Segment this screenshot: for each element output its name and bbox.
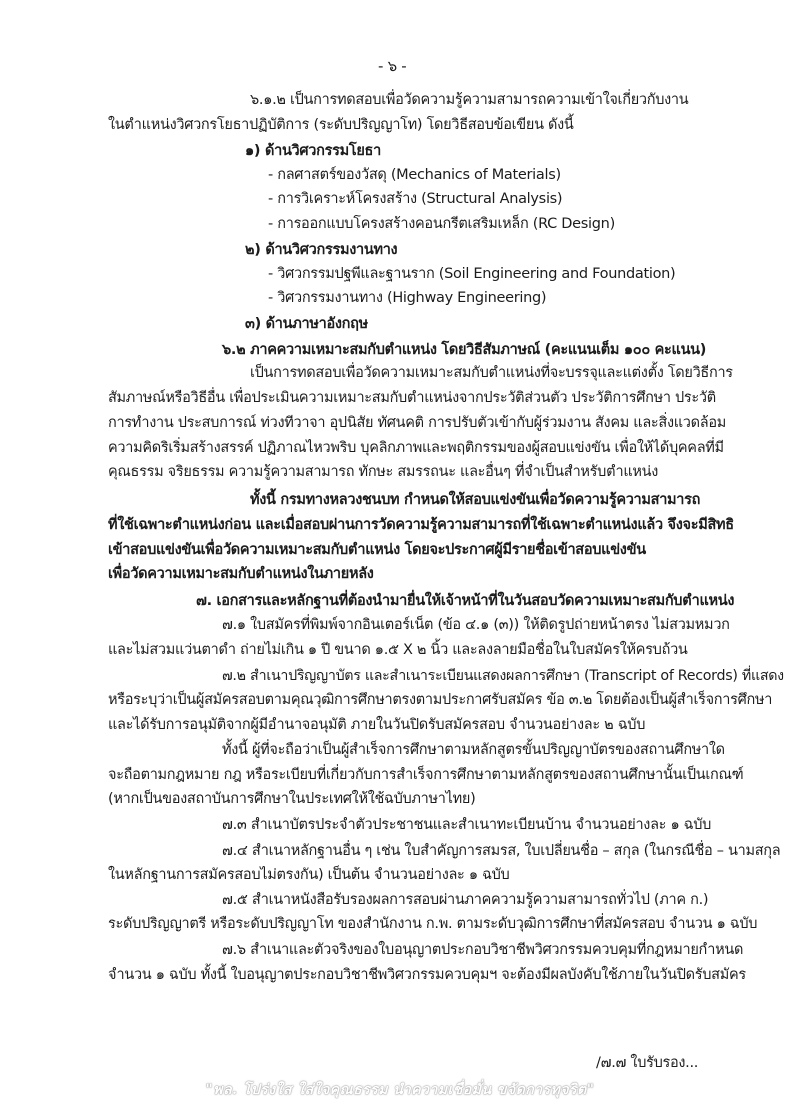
text-line: ในตำแหน่งวิศวกรโยธาปฏิบัติการ (ระดับปริญญาโท) โดยวิธีสอบข้อเขียน ดังนี้ <box>108 117 574 133</box>
text-line: - การวิเคราะห์โครงสร้าง (Structural Analysis) <box>268 191 563 207</box>
text-line: และได้รับการอนุมัติจากผู้มีอำนาจอนุมัติ ภายในวันปิดรับสมัครสอบ จำนวนอย่างละ ๒ ฉบับ <box>108 717 646 733</box>
text-line: - วิศวกรรมงานทาง (Highway Engineering) <box>268 290 547 306</box>
text-line: ความคิดริเริ่มสร้างสรรค์ ปฏิภาณไหวพริบ บุคลิกภาพและพฤติกรรมของผู้สอบแข่งขัน เพื่อให้ได้บุคคลที่มี <box>108 440 724 456</box>
text-line: ๗.๒ สำเนาปริญญาบัตร และสำเนาระเบียนแสดงผลการศึกษา (Transcript of Records) ที่แสดง <box>222 668 784 684</box>
heading-line: เข้าสอบแข่งขันเพื่อวัดความเหมาะสมกับตำแหน่ง โดยจะประกาศผู้มีรายชื่อเข้าสอบแข่งขัน <box>108 542 646 558</box>
text-line: - การออกแบบโครงสร้างคอนกรีตเสริมเหล็ก (RC Design) <box>268 216 615 232</box>
text-line: ๖.๑.๒ เป็นการทดสอบเพื่อวัดความรู้ความสามารถความเข้าใจเกี่ยวกับงาน <box>250 92 689 108</box>
text-line: จะถือตามกฎหมาย กฎ หรือระเบียบที่เกี่ยวกับการสำเร็จการศึกษาตามหลักสูตรของสถานศึกษานั้นเป็นเกณฑ์ <box>108 767 744 783</box>
text-line: ๗.๓ สำเนาบัตรประจำตัวประชาชนและสำเนาทะเบียนบ้าน จำนวนอย่างละ ๑ ฉบับ <box>222 817 712 833</box>
heading-line: ที่ใช้เฉพาะตำแหน่งก่อน และเมื่อสอบผ่านการวัดความรู้ความสามารถที่ใช้เฉพาะตำแหน่งแล้ว จึงจะมีสิทธิ <box>108 517 734 533</box>
continuation-note: /๗.๗ ใบรับรอง... <box>596 1055 699 1071</box>
text-line: และไม่สวมแว่นตาดำ ถ่ายไม่เกิน ๑ ปี ขนาด ๑.๕ X ๒ นิ้ว และลงลายมือชื่อในใบสมัครให้ครบถ้วน <box>108 642 688 658</box>
footer-slogan-watermark: "พล. โปร่งใส ใส่ใจคุณธรรม นำความเชื่อมั่น ขจัดการทุจริต" <box>205 1082 595 1098</box>
heading-line: ๑) ด้านวิศวกรรมโยธา <box>245 143 381 159</box>
heading-line: ทั้งนี้ กรมทางหลวงชนบท กำหนดให้สอบแข่งขันเพื่อวัดความรู้ความสามารถ <box>250 492 701 508</box>
text-line: ๗.๑ ใบสมัครที่พิมพ์จากอินเตอร์เน็ต (ข้อ ๔.๑ (๓)) ให้ติดรูปถ่ายหน้าตรง ไม่สวมหมวก <box>222 617 730 633</box>
text-line: ๗.๔ สำเนาหลักฐานอื่น ๆ เช่น ใบสำคัญการสมรส, ใบเปลี่ยนชื่อ – สกุล (ในกรณีชื่อ – นามสกุล <box>222 843 781 859</box>
text-line: - กลศาสตร์ของวัสดุ (Mechanics of Materials) <box>268 167 561 183</box>
heading-line: ๒) ด้านวิศวกรรมงานทาง <box>245 242 398 258</box>
text-line: (หากเป็นของสถาบันการศึกษาในประเทศให้ใช้ฉบับภาษาไทย) <box>108 791 476 807</box>
text-line: จำนวน ๑ ฉบับ ทั้งนี้ ใบอนุญาตประกอบวิชาชีพวิศวกรรมควบคุมฯ จะต้องมีผลบังคับใช้ภายในวันปิดรับสมัคร <box>108 967 746 983</box>
text-line: ๗.๕ สำเนาหนังสือรับรองผลการสอบผ่านภาคความรู้ความสามารถทั่วไป (ภาค ก.) <box>222 892 709 908</box>
heading-line: ๗. เอกสารและหลักฐานที่ต้องนำมายื่นให้เจ้าหน้าที่ในวันสอบวัดความเหมาะสมกับตำแหน่ง <box>196 593 735 609</box>
text-line: ๗.๖ สำเนาและตัวจริงของใบอนุญาตประกอบวิชาชีพวิศวกรรมควบคุมที่กฎหมายกำหนด <box>222 942 744 958</box>
page-number: - ๖ - <box>378 57 407 75</box>
text-line: หรือระบุว่าเป็นผู้สมัครสอบตามคุณวุฒิการศึกษาตรงตามประกาศรับสมัคร ข้อ ๓.๒ โดยต้องเป็นผู้สำเร็จการศึกษา <box>108 692 773 708</box>
heading-line: เพื่อวัดความเหมาะสมกับตำแหน่งในภายหลัง <box>108 566 374 582</box>
text-line: ในหลักฐานการสมัครสอบไม่ตรงกัน) เป็นต้น จำนวนอย่างละ ๑ ฉบับ <box>108 867 510 883</box>
text-line: ระดับปริญญาตรี หรือระดับปริญญาโท ของสำนักงาน ก.พ. ตามระดับวุฒิการศึกษาที่สมัครสอบ จำนวน ๑ ฉบับ <box>108 916 758 932</box>
text-line: คุณธรรม จริยธรรม ความรู้ความสามารถ ทักษะ สมรรถนะ และอื่นๆ ที่จำเป็นสำหรับตำแหน่ง <box>108 464 659 480</box>
text-line: - วิศวกรรมปฐพีและฐานราก (Soil Engineering and Foundation) <box>268 266 676 282</box>
text-line: ทั้งนี้ ผู้ที่จะถือว่าเป็นผู้สำเร็จการศึกษาตามหลักสูตรขั้นปริญญาบัตรของสถานศึกษาใด <box>222 742 725 758</box>
text-line: สัมภาษณ์หรือวิธีอื่น เพื่อประเมินความเหมาะสมกับตำแหน่งจากประวัติส่วนตัว ประวัติการศึกษา ประวัติ <box>108 390 716 406</box>
heading-line: ๓) ด้านภาษาอังกฤษ <box>245 316 368 332</box>
heading-line: ๖.๒ ภาคความเหมาะสมกับตำแหน่ง โดยวิธีสัมภาษณ์ (คะแนนเต็ม ๑๐๐ คะแนน) <box>222 342 707 358</box>
text-line: เป็นการทดสอบเพื่อวัดความเหมาะสมกับตำแหน่งที่จะบรรจุและแต่งตั้ง โดยวิธีการ <box>250 365 733 381</box>
text-line: การทำงาน ประสบการณ์ ท่วงทีวาจา อุปนิสัย ทัศนคติ การปรับตัวเข้ากับผู้ร่วมงาน สังคม และสิ่งแวดล้อม <box>108 415 726 431</box>
